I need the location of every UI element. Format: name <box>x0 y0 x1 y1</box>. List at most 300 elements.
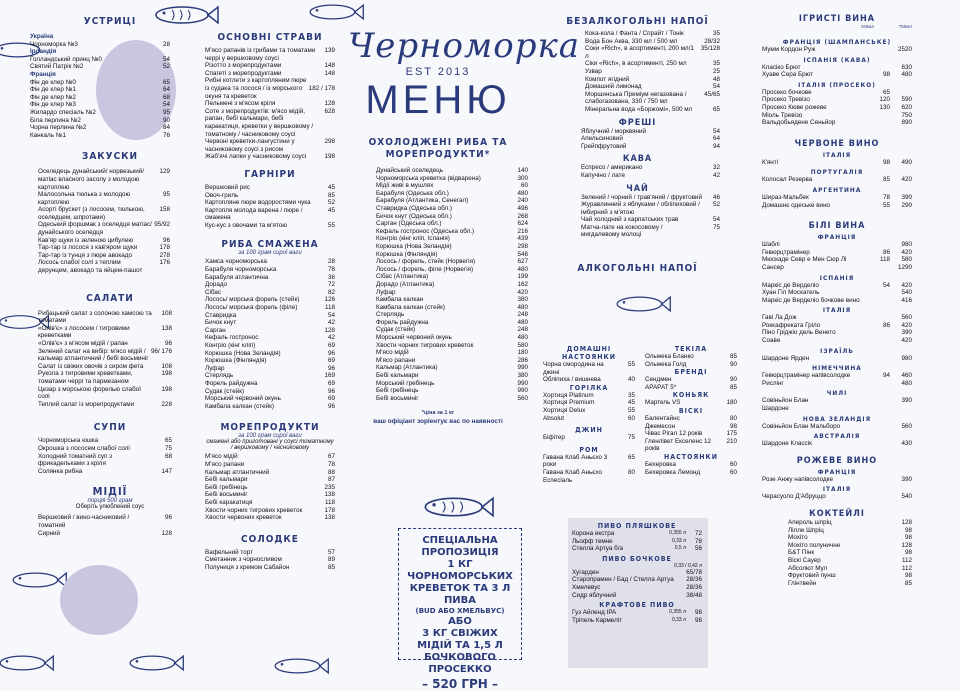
column-2 <box>205 0 335 571</box>
bottle-price <box>890 89 912 97</box>
menu-item <box>543 407 635 415</box>
item-price: 85 <box>729 383 737 391</box>
item-name: Мохіто полуничне <box>788 541 841 549</box>
menu-item <box>645 376 737 384</box>
section-note: Оберіть улюблений соус <box>75 504 145 511</box>
menu-item <box>572 617 702 625</box>
item-name: Чорноморська юшка <box>38 437 99 445</box>
item-name: Моршинська Преміум негазована / слабогазована, 330 / 750 мл <box>585 90 687 106</box>
item-name: Просеко Тревізо <box>762 96 810 104</box>
item-name: Оселедець дунайський/ норвезький/ матіас власного засолу з молодою картоплею <box>38 168 145 191</box>
item-name: Колосал Резерва <box>762 176 813 184</box>
item-price: 85 <box>729 353 737 360</box>
menu-item <box>205 549 335 557</box>
menu-item <box>376 349 528 357</box>
item-price: 560 <box>517 394 528 402</box>
region-title: ФРАНЦІЯ <box>817 467 857 476</box>
vodka-list <box>543 392 635 422</box>
item-name: Судак (стейк) <box>376 326 416 334</box>
item-name: Зелений салат на вибір: м'ясо мідій / кальмар атлантичний / бебі восьминіг <box>38 347 149 363</box>
item-name: Морський червоний окунь <box>376 334 452 342</box>
menu-item <box>581 224 720 239</box>
item-name: Матча-лате на кокосовому / мигдалевому молоці <box>581 223 663 239</box>
item-price: 248 <box>517 326 528 334</box>
item-name: Капучіно / лате <box>581 171 625 179</box>
item-volume: 0,355 л <box>669 530 686 536</box>
item-price: 72 <box>327 281 335 289</box>
menu-item <box>543 361 635 376</box>
item-price: 89 <box>327 556 335 564</box>
section-title: УСТРИЦІ <box>83 16 137 27</box>
menu-item <box>645 353 737 361</box>
item-name: Тріпель Кармеліт <box>572 616 623 624</box>
menu-item <box>585 106 720 114</box>
item-price: 64 <box>162 86 170 94</box>
wine-item <box>762 355 912 363</box>
menu-item <box>581 143 720 151</box>
item-name: Корюшка (Нова Зеландія) <box>205 349 281 357</box>
highlight-circle <box>60 565 138 635</box>
item-price: 199 <box>517 273 528 281</box>
item-price: 68 <box>164 452 172 460</box>
item-name: Малосольна тюлька з молодою картоплею <box>38 191 131 206</box>
bottle-price <box>890 405 912 413</box>
item-name: Гуз Айленд IPA <box>572 609 617 617</box>
menu-item <box>205 266 335 274</box>
item-name: Бебі восьминіг <box>205 491 248 499</box>
region-title: ІТАЛІЯ (ПРОСЕКО) <box>798 80 876 89</box>
item-price: 54 <box>162 101 170 109</box>
bottle-price: 420 <box>901 337 912 345</box>
item-price: 96 <box>327 387 335 395</box>
menu-item <box>376 372 528 380</box>
wine-item <box>762 282 912 290</box>
menu-item <box>581 128 720 136</box>
section-subtitle: за 100 грам сирої ваги <box>238 433 302 440</box>
section-title: КОНЬЯК <box>672 391 710 400</box>
white-list <box>762 233 912 448</box>
item-price: 148 <box>324 69 335 77</box>
bottle-price: 420 <box>901 321 912 329</box>
menu-item <box>645 438 737 453</box>
item-name: Роккафреката Гріло <box>762 321 821 329</box>
item-price: 54 <box>162 55 170 63</box>
menu-item <box>30 48 170 56</box>
menu-item <box>788 519 912 527</box>
item-name: Хвости чорних тигрових креветок <box>376 341 474 349</box>
menu-item <box>205 556 335 564</box>
item-name: Чорна перлина №2 <box>30 124 87 132</box>
beer-bottle-list <box>572 530 702 553</box>
item-price: 75 <box>627 434 635 442</box>
glass-price <box>874 337 890 345</box>
item-price: 55 <box>327 221 335 229</box>
item-name: Компот ягідний <box>585 75 630 83</box>
menu-item <box>585 45 720 60</box>
menu-item <box>205 258 335 266</box>
menu-item <box>585 60 720 68</box>
item-name: Ольмека Бланко <box>645 353 694 360</box>
section-title: ГОРІЛКА <box>569 383 609 392</box>
item-name: Фін де клер №0 <box>30 78 76 86</box>
menu-item <box>376 220 528 228</box>
item-price: 480 <box>517 189 528 197</box>
item-name: Червоні креветки-лангустини у часниковому соусі з рисом <box>205 138 295 153</box>
glass-price: 120 <box>879 96 890 104</box>
item-name: Картопляне пюре водоростями чука <box>205 199 311 207</box>
column-4 <box>555 0 720 274</box>
menu-item <box>205 85 335 100</box>
section-title: ПИВО ПЛЯШКОВЕ <box>597 522 677 530</box>
wine-item <box>762 71 912 79</box>
menu-item <box>205 461 335 469</box>
menu-item <box>205 100 335 108</box>
section-title: ТЕКІЛА <box>674 345 708 353</box>
item-name: із судака та лосося / із морського окуня та креветок <box>205 84 303 100</box>
item-name: Судак (стейк) <box>205 387 245 395</box>
item-price: 76 <box>162 131 170 139</box>
item-name: Б&Т Пінк <box>788 549 815 557</box>
menu-item <box>581 164 720 172</box>
glass-price <box>874 241 890 249</box>
section-title: ЧАЙ <box>626 183 649 194</box>
item-name: Бебі восьминіг <box>376 394 419 402</box>
menu-item <box>376 289 528 297</box>
item-price: 178 <box>324 506 335 514</box>
item-price: 56 <box>694 545 702 553</box>
item-name: Фін де клер №3 <box>30 101 76 109</box>
region-title: ФРАНЦІЯ (ШАМПАНСЬКЕ) <box>782 38 892 46</box>
item-price: 54 <box>712 216 720 224</box>
item-price: 580 <box>517 341 528 349</box>
item-name: Кальмар атлантичний <box>205 468 270 476</box>
item-price: 36 <box>327 273 335 281</box>
item-price: 57 <box>327 548 335 556</box>
item-name: Барабуля чорноморська <box>205 266 277 274</box>
item-name: Тар-тар із тунця з пюре авокадо <box>38 251 132 259</box>
beer-section <box>572 522 702 624</box>
item-name: Чівас Рігал 12 років <box>645 430 703 438</box>
fish-icon <box>612 294 672 314</box>
item-price: 128 <box>901 541 912 549</box>
main-list <box>205 47 335 161</box>
bottle-price: 290 <box>901 201 912 209</box>
menu-item <box>572 545 702 553</box>
item-name: Хортиця Premium <box>543 399 595 407</box>
wine-item <box>762 372 912 380</box>
wine-item <box>762 476 912 484</box>
special-title: СПЕЦІАЛЬНА ПРОПОЗИЦІЯ <box>421 535 499 558</box>
item-price: 298 <box>324 138 335 146</box>
page-title: МЕНЮ <box>365 78 511 122</box>
menu-item <box>376 235 528 243</box>
item-price: 990 <box>517 387 528 395</box>
item-name: Пельмені з м'ясом кріля <box>205 100 276 108</box>
item-name: Совіньйон Блан Мальборо <box>762 422 841 430</box>
section-title: РОЖЕВЕ ВИНО <box>796 455 878 466</box>
item-name: Гевюрцтрамінер напівсолодке <box>762 372 851 380</box>
section-title: РИБА СМАЖЕНА <box>221 239 319 251</box>
menu-item <box>205 47 335 62</box>
item-price: 198 <box>161 370 172 378</box>
item-price: 95 <box>162 108 170 116</box>
menu-item <box>645 415 737 423</box>
item-price: 94 <box>712 142 720 150</box>
item-price: 98 <box>694 609 702 617</box>
menu-item <box>376 167 528 175</box>
item-name: Чорна смородина на джині <box>543 361 604 376</box>
bottle-price: 490 <box>901 158 912 166</box>
menu-item <box>205 207 335 222</box>
item-price: 69 <box>327 395 335 403</box>
item-name: Канкаль №1 <box>30 131 67 139</box>
item-name: Мідії живі в мушлях <box>376 182 434 190</box>
rose-list <box>762 468 912 501</box>
volume-label: 150мл <box>860 24 874 29</box>
section-title: МІДІЇ <box>92 485 128 499</box>
item-price: 42 <box>327 319 335 327</box>
brandy-list <box>645 376 737 391</box>
item-price: 380 <box>517 372 528 380</box>
menu-item <box>788 549 912 557</box>
item-name: Хамса чорноморська <box>205 258 267 266</box>
item-name: Балентайнс <box>645 414 680 422</box>
item-price: 54 <box>712 83 720 91</box>
bottle-price: 430 <box>901 440 912 448</box>
item-price: 72 <box>694 530 702 537</box>
item-price: 65/78 <box>686 568 702 576</box>
item-name: Форель райдужна <box>205 379 258 387</box>
item-name: М'ясо рапанів із грибами та томатами черрі у вершковому соусі <box>205 47 316 62</box>
region-title: ІСПАНІЯ <box>819 273 855 282</box>
item-name: Ставридка <box>205 311 237 319</box>
item-price: 67 <box>327 453 335 461</box>
item-price: 175 <box>726 430 737 438</box>
item-price: 28 <box>327 258 335 266</box>
menu-item <box>205 296 335 304</box>
tequila-list <box>645 353 737 368</box>
item-name: Ірландія <box>30 48 57 56</box>
section-title: ЧЕРВОНЕ ВИНО <box>794 138 880 149</box>
item-name: Корона екстра <box>572 530 615 537</box>
snacks-list <box>38 168 170 274</box>
menu-item <box>572 576 702 584</box>
menu-item <box>205 507 335 515</box>
item-name: Полуниця з кремом Сабайон <box>205 563 290 571</box>
item-price: 69 <box>327 342 335 349</box>
availability-note: ваш офіціант зоріентує вас по наявності <box>373 418 503 426</box>
fish-icon <box>125 652 185 674</box>
menu-item <box>376 205 528 213</box>
item-name: Класіко Брют <box>762 63 801 71</box>
glass-price: 55 <box>882 201 890 209</box>
menu-item <box>38 468 172 476</box>
item-volume: 0,33 л <box>671 537 686 544</box>
item-price: 140 <box>517 167 528 174</box>
menu-item <box>788 534 912 542</box>
menu-item <box>543 399 635 407</box>
item-name: Хмелевус <box>572 583 601 591</box>
item-name: Гавана Клаб Аньєхо Еспесіаль <box>543 468 603 484</box>
coffee-list <box>555 164 720 179</box>
item-price: 96 <box>164 514 172 522</box>
glass-price <box>874 493 890 501</box>
item-name: Еспресо / американо <box>581 164 643 172</box>
item-price: 118 <box>324 304 335 312</box>
item-price: 60 <box>520 182 528 190</box>
glass-price: 98 <box>882 158 890 166</box>
item-name: Віскі Сауер <box>788 556 821 564</box>
glass-price <box>874 112 890 120</box>
wine-item <box>762 159 912 167</box>
item-name: Кефаль гостронос (Одеська обл.) <box>376 227 475 235</box>
item-price <box>154 71 170 79</box>
item-price: 35 <box>712 30 720 37</box>
glass-price <box>874 297 890 305</box>
item-price: 990 <box>517 379 528 387</box>
bottle-price: 480 <box>901 71 912 79</box>
item-name: Хугарден <box>572 568 599 576</box>
menu-item <box>30 63 170 71</box>
bottle-price: 1290 <box>897 263 912 271</box>
item-name: Дорадо (Атлантика) <box>376 280 435 288</box>
wine-item <box>762 423 912 431</box>
item-price: 28/36 <box>686 576 702 584</box>
menu-item <box>38 370 172 385</box>
item-price: 54 <box>712 127 720 135</box>
glass-price: 118 <box>879 256 890 264</box>
item-name: Апероль шпріц <box>788 519 832 526</box>
item-name: Обліпиха / вишнева <box>543 376 601 384</box>
item-price: 45 <box>327 183 335 191</box>
glass-price: 130 <box>879 103 890 111</box>
menu-item <box>205 281 335 289</box>
item-name: Лосось слабої солі з теплим дерунцем, авокадо та яйцем-пашот <box>38 259 143 275</box>
column-5 <box>762 0 912 587</box>
cognac-list <box>645 399 737 407</box>
menu-item <box>376 182 528 190</box>
item-price: 85 <box>327 563 335 571</box>
glass-price <box>874 329 890 337</box>
seafood-list <box>205 453 335 521</box>
item-name: Хуан Гіл Москатель <box>762 289 820 297</box>
menu-item <box>788 557 912 565</box>
item-price: 180 <box>517 349 528 357</box>
item-name: Джемесон <box>645 422 676 430</box>
nast2-list <box>645 461 737 476</box>
glass-price <box>874 405 890 413</box>
item-name: Сарган <box>205 326 226 334</box>
item-name: Україна <box>30 33 54 40</box>
item-name: Конгріо (кінг кліп) <box>205 342 256 349</box>
menu-item <box>645 469 737 477</box>
item-name: Луфар <box>205 364 225 372</box>
section-title: ВІСКІ <box>678 406 704 415</box>
sides-list <box>205 184 335 230</box>
spirits-right <box>645 345 737 476</box>
item-price: 60 <box>627 414 635 422</box>
item-name: Мохіто <box>788 534 808 542</box>
menu-item <box>572 584 702 592</box>
salads-list <box>38 310 172 409</box>
item-name: Хвости чорних тигрових креветок <box>205 506 303 514</box>
item-price: 480 <box>517 265 528 273</box>
item-price: 380 <box>517 296 528 304</box>
item-name: Соте з морепродуктів: м'ясо мідій, рапан, бебі кальмари, бебі каракатиця, креветки у вершковому / томатному / часниковому соусі <box>205 107 314 138</box>
region-title: ІТАЛІЯ <box>822 150 852 159</box>
logo: Черноморка <box>348 26 581 66</box>
item-price: 198 <box>161 385 172 393</box>
item-name: Кус-кус з овочами та м'ятою <box>205 221 287 229</box>
item-price: 88 <box>327 468 335 476</box>
item-name: Рислінг <box>762 379 784 387</box>
item-price: 46 <box>712 193 720 201</box>
menu-item <box>788 572 912 580</box>
item-name: Фін де клер №2 <box>30 93 76 101</box>
fresh-list <box>555 128 720 151</box>
menu-item <box>376 251 528 259</box>
menu-item <box>205 514 335 522</box>
item-price: 87 <box>327 476 335 484</box>
section-title: БІЛІ ВИНА <box>808 221 866 232</box>
item-price: 52 <box>327 199 335 207</box>
item-price: 98 <box>904 572 912 580</box>
menu-item <box>205 138 335 153</box>
item-price: 95/92 <box>154 221 170 229</box>
item-price: 78 <box>694 537 702 545</box>
item-name: Сирний <box>38 529 61 537</box>
menu-item <box>572 609 702 617</box>
glass-price: 78 <box>882 193 890 201</box>
wine-item <box>762 337 912 345</box>
item-price: 129 <box>159 168 170 176</box>
item-name: Рукола з тигровими креветками, томатами черрі та пармезаном <box>38 370 133 385</box>
item-price <box>154 48 170 56</box>
item-price: 98 <box>904 534 912 542</box>
item-name: Вода Бон Аква, 330 мл / 500 мл <box>585 37 678 45</box>
glass-price <box>874 397 890 405</box>
item-price: 80 <box>729 414 737 422</box>
bottle-price: 480 <box>901 379 912 387</box>
menu-item <box>30 33 170 41</box>
item-name: М'ясо рапани <box>205 460 245 468</box>
item-name: Стелла Артуа б/а <box>572 545 623 553</box>
item-name: Одеський форшмак з оселедця матіас/ дунайського оселедця <box>38 221 152 237</box>
item-name: Шардоне Классік <box>762 440 812 448</box>
item-price: 98 <box>904 526 912 534</box>
item-price: 420 <box>517 288 528 296</box>
item-volume: 0,5 л <box>674 545 686 552</box>
menu-item <box>205 304 335 312</box>
item-price: 112 <box>901 556 912 564</box>
volume-label: 750мл <box>898 24 912 29</box>
item-price: 96 <box>162 236 170 244</box>
chilled-list <box>348 167 528 402</box>
region-title: ПОРТУГАЛІЯ <box>810 168 864 177</box>
item-price: 35/128 <box>700 45 720 53</box>
item-name: Камбала калкан <box>376 296 424 304</box>
item-price: 139 <box>324 47 335 54</box>
item-price: 96 <box>327 349 335 357</box>
item-name: Лосось / форель, філе (Норвегія) <box>376 265 474 273</box>
glass-price: 65 <box>882 88 890 96</box>
item-name: Совіньйон Блан <box>762 397 809 405</box>
item-volume: 0,33 л <box>671 616 686 623</box>
item-price: 75 <box>164 444 172 452</box>
item-name: Барабуля (Одеська обл.) <box>376 189 449 197</box>
item-name: Гаві Ла Дож <box>762 314 797 322</box>
menu-item <box>38 453 172 468</box>
